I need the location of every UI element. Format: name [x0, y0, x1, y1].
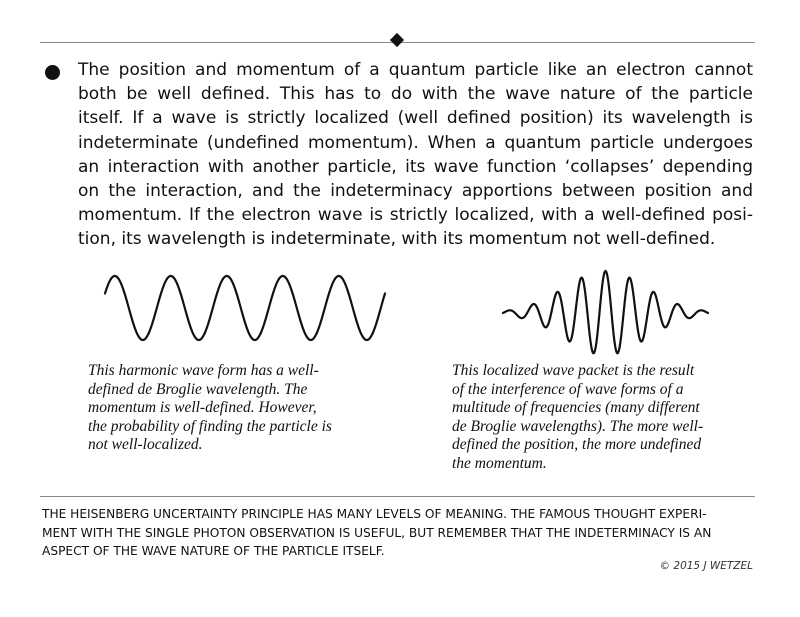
copyright: © 2015 J WETZEL — [659, 560, 753, 572]
caption-line: multitude of frequencies (many different — [452, 399, 700, 416]
footer-line: MENT WITH THE SINGLE PHOTON OBSERVATION IS USEFUL, BUT REMEMBER THAT THE INDETERMINACY IS AN — [42, 525, 712, 540]
footer-line: ASPECT OF THE WAVE NATURE OF THE PARTICLE ITSELF. — [42, 544, 385, 559]
packet-caption — [452, 362, 752, 473]
footer-note — [42, 505, 754, 561]
harmonic-caption — [88, 362, 393, 455]
bullet-line: on the interaction, and the indeterminacy apportions between position and — [78, 181, 753, 202]
caption-line: defined the position, the more undefined — [452, 436, 702, 453]
harmonic-wave-curve — [105, 276, 385, 340]
bullet-line: indeterminate (undefined momentum). When a quantum particle undergoes — [78, 132, 753, 153]
caption-line: not well-localized. — [88, 436, 203, 453]
bullet-icon — [45, 65, 60, 80]
bullet-paragraph — [78, 58, 753, 252]
diamond-ornament-icon — [390, 33, 404, 47]
caption-line: defined de Broglie wavelength. The — [88, 380, 308, 398]
caption-line: This localized wave packet is the result — [452, 362, 695, 379]
caption-line: the momentum. — [452, 454, 547, 472]
bullet-line: tion, its wavelength is indeterminate, with its momentum not well-defined. — [78, 229, 716, 250]
bullet-line: itself. If a wave is strictly localized (well defined position) its wavelength is — [78, 108, 753, 129]
bullet-line: momentum. If the electron wave is strictly localized, with a well-defined posi- — [78, 205, 753, 226]
caption-line: of the interference of wave forms of a — [452, 380, 684, 398]
bullet-line: an interaction with another particle, its wave function ‘collapses’ depending — [78, 156, 753, 177]
wave-packet-drawing — [495, 265, 720, 355]
bullet-line: The position and momentum of a quantum particle like an electron cannot — [78, 60, 753, 80]
caption-line: This harmonic wave form has a well- — [88, 362, 319, 379]
caption-line: momentum is well-defined. However, — [88, 399, 317, 416]
caption-line: the probability of finding the particle is — [88, 417, 332, 435]
footer-line: THE HEISENBERG UNCERTAINTY PRINCIPLE HAS MANY LEVELS OF MEANING. THE FAMOUS THOUGHT EXPERI- — [42, 507, 707, 521]
caption-line: de Broglie wavelengths). The more well- — [452, 417, 704, 435]
wave-packet-curve — [503, 271, 708, 353]
bullet-line: both be well defined. This has to do with the wave nature of the particle — [78, 84, 753, 105]
bottom-divider — [40, 496, 755, 497]
harmonic-wave-drawing — [100, 268, 390, 348]
